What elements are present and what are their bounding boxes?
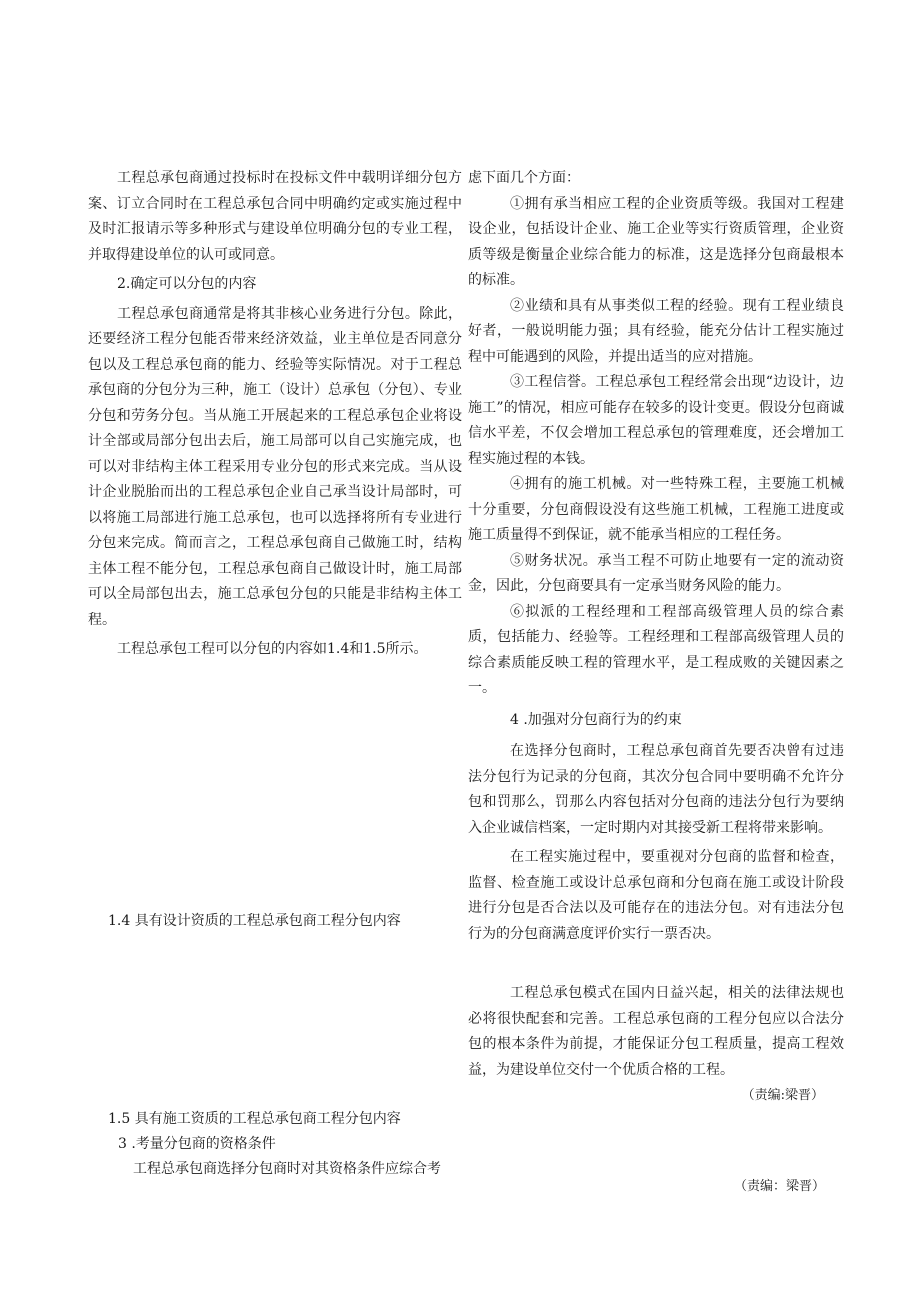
paragraph-selection-constraint: 在选择分包商时，工程总承包商首先要否决曾有过违法分包行为记录的分包商，其次分包合同中要明确不允许分包和罚那么，罚那么内容包括对分包商的违法分包行为要纳入企业诚信档案，一定时期内对其接受新工程将带来影响。 xyxy=(468,743,844,836)
list-item-financial-status: ⑤财务状况。承当工程不可防止地要有一定的流动资金，因此，分包商要具有一定承当财务风险的能力。 xyxy=(468,552,844,594)
list-item-credibility: ③工程信誉。工程总承包工程经常会出现“边设计，边施工”的情况，相应可能存在较多的设计变更。假设分包商诚信水平差，不仅会增加工程总承包的管理难度，还会增加工程实施过程的本钱。 xyxy=(468,374,844,467)
paragraph-conclusion: 工程总承包模式在国内日益兴起，相关的法律法规也必将很快配套和完善。工程总承包商的工程分包应以合法分包的根本条件为前提，才能保证分包工程质量，提高工程效益，为建设单位交付一个优质合格的工程。 xyxy=(468,985,844,1078)
list-item-management-personnel: ⑥拟派的工程经理和工程部高级管理人员的综合素质，包括能力、经验等。工程经理和工程部高级管理人员的综合素质能反映工程的管理水平，是工程成败的关键因素之一。 xyxy=(468,603,844,696)
paragraph-subcontract-content: 工程总承包商通常是将其非核心业务进行分包。除此，还要经济工程分包能否带来经济效益，业主单位是否同意分包以及工程总承包商的能力、经验等实际情况。对于工程总承包商的分包分为三种，施工（设计）总承包（分包）、专业分包和劳务分包。当从施工开展起来的工程总承包企业将设计全部或局部分包出去后，施工局部可以自己实施完成，也可以对非结构主体工程采用专业分包的形式来完成。当从设计企业脱胎而出的工程总承包企业自己承当设计局部时，可以将施工局部进行施工总承包，也可以选择将所有专业进行分包来完成。简而言之，工程总承包商自己做施工时，结构主体工程不能分包，工程总承包商自己做设计时，施工局部可以全局部包出去，施工总承包分包的只能是非结构主体工程。 xyxy=(88,305,462,628)
figure-caption-1-4: 1.4 具有设计资质的工程总承包商工程分包内容 xyxy=(108,913,401,929)
list-item-performance-experience: ②业绩和具有从事类似工程的经验。现有工程业绩良好者，一般说明能力强；具有经验，能充分估计工程实施过程中可能遇到的风险，并提出适当的应对措施。 xyxy=(468,297,844,365)
paragraph-qualification-intro: 工程总承包商选择分包商时对其资格条件应综合考 xyxy=(133,1161,441,1177)
paragraph-supervision: 在工程实施过程中，要重视对分包商的监督和检查，监督、检查施工或设计总承包商和分包商在施工或设计阶段进行分包是否合法以及可能存在的违法分包。对有违法分包行为的分包商满意度评价实行一票否决。 xyxy=(468,849,844,942)
figure-caption-1-5: 1.5 具有施工资质的工程总承包商工程分包内容 xyxy=(108,1111,401,1127)
left-column xyxy=(88,166,462,663)
paragraph-subcontract-approval: 工程总承包商通过投标时在投标文件中载明详细分包方案、订立合同时在工程总承包合同中明确约定或实施过程中及时汇报请示等多种形式与建设单位明确分包的专业工程，并取得建设单位的认可或同意。 xyxy=(88,170,462,263)
paragraph-figure-reference: 工程总承包工程可以分包的内容如1.4和1.5所示。 xyxy=(117,641,428,657)
editor-credit-right: （责编:梁晋） xyxy=(741,1088,824,1103)
right-column xyxy=(468,166,844,1109)
heading-section-2: 2.确定可以分包的内容 xyxy=(117,276,257,292)
heading-section-3: 3 .考量分包商的资格条件 xyxy=(118,1136,276,1152)
list-item-machinery: ④拥有的施工机械。对一些特殊工程，主要施工机械十分重要，分包商假设没有这些施工机械，工程施工进度或施工质量得不到保证，就不能承当相应的工程任务。 xyxy=(468,476,844,543)
paragraph-continuation: 虑下面几个方面： xyxy=(468,170,580,186)
editor-credit-bottom: （责编：梁晋） xyxy=(734,1179,826,1194)
list-item-qualification-grade: ①拥有承当相应工程的企业资质等级。我国对工程建设企业，包括设计企业、施工企业等实行资质管理，企业资质等级是衡量企业综合能力的标准，这是选择分包商最根本的标准。 xyxy=(468,195,844,288)
heading-section-4: 4 .加强对分包商行为的约束 xyxy=(510,711,682,728)
